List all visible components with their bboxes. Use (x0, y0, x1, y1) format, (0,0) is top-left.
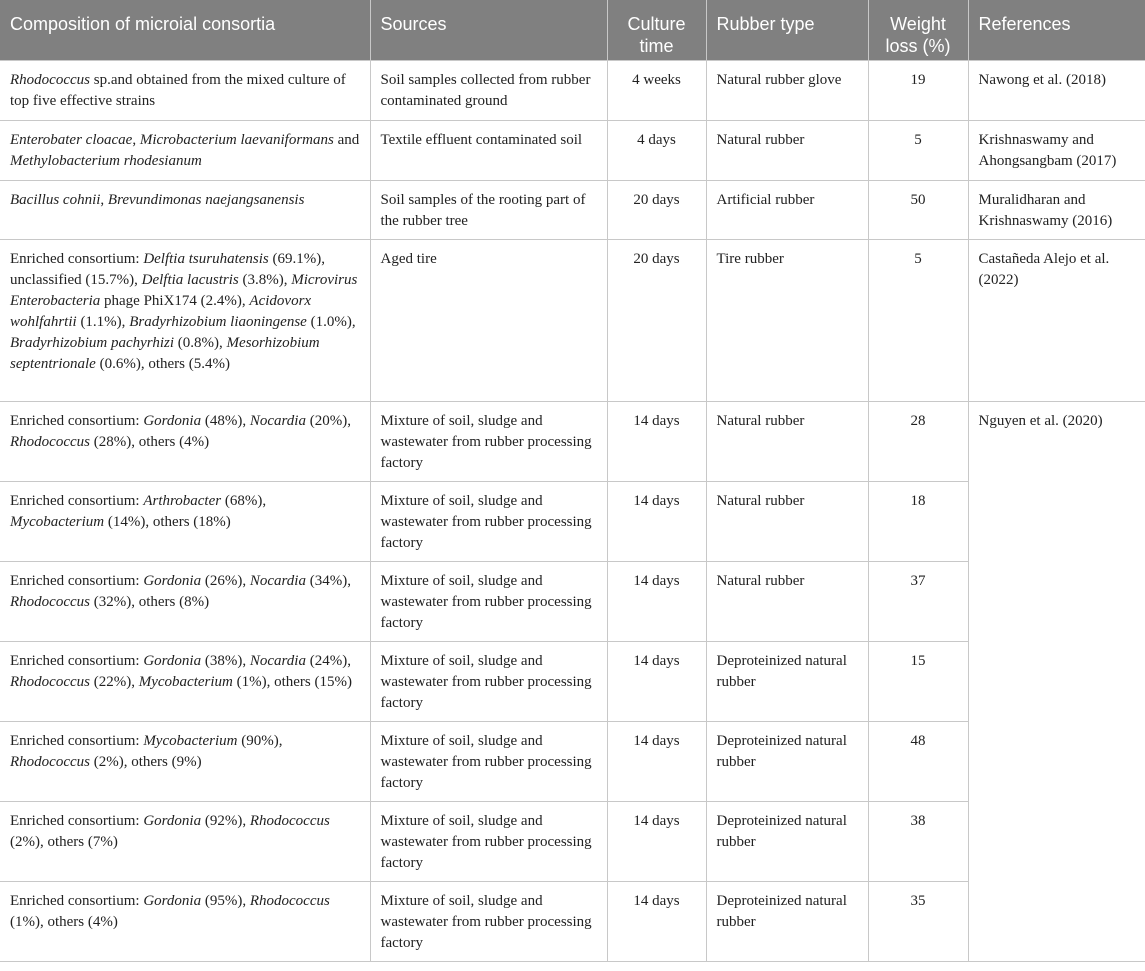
species-name: Microbacterium laevaniformans (139, 131, 334, 148)
composition-text: and (333, 131, 360, 148)
table-body (0, 60, 1145, 961)
cell-rubber-type: Artificial rubber (706, 180, 868, 239)
species-name: Gordonia (143, 652, 202, 669)
composition-text: (1.1%), (76, 313, 130, 330)
composition-text: (92%), (201, 812, 250, 829)
composition-text: (48%), (201, 412, 250, 429)
cell-weight-loss: 5 (868, 120, 968, 180)
table-row (0, 881, 1145, 961)
composition-text: (14%), others (18%) (104, 513, 231, 530)
composition-text: phage PhiX174 (2.4%), (100, 292, 250, 309)
composition-text: (1%), others (4%) (10, 913, 118, 930)
header-sources: Sources (370, 0, 607, 60)
cell-composition (0, 561, 370, 641)
cell-source: Mixture of soil, sludge and wastewater from rubber processing factory (370, 881, 607, 961)
table-row (0, 239, 1145, 401)
cell-source: Mixture of soil, sludge and wastewater from rubber processing factory (370, 401, 607, 481)
composition-text: (1.0%), (306, 313, 356, 330)
cell-source: Mixture of soil, sludge and wastewater from rubber processing factory (370, 561, 607, 641)
table-row (0, 481, 1145, 561)
composition-text: Enriched consortium: (10, 572, 144, 589)
cell-source: Aged tire (370, 239, 607, 401)
composition-text: Enriched consortium: (10, 412, 144, 429)
composition-text: (20%), (305, 412, 351, 429)
cell-composition (0, 481, 370, 561)
table-row (0, 120, 1145, 180)
composition-text: Enriched consortium: (10, 732, 144, 749)
cell-source: Mixture of soil, sludge and wastewater from rubber processing factory (370, 641, 607, 721)
cell-weight-loss: 18 (868, 481, 968, 561)
cell-composition (0, 641, 370, 721)
cell-reference: Castañeda Alejo et al. (2022) (968, 239, 1145, 401)
composition-text: (68%), (221, 492, 267, 509)
cell-source: Soil samples of the rooting part of the rubber tree (370, 180, 607, 239)
cell-weight-loss: 50 (868, 180, 968, 239)
cell-source: Mixture of soil, sludge and wastewater from rubber processing factory (370, 721, 607, 801)
cell-weight-loss: 5 (868, 239, 968, 401)
composition-text: , (100, 191, 108, 208)
cell-culture-time: 14 days (607, 481, 706, 561)
cell-weight-loss: 19 (868, 60, 968, 120)
species-name: Bacillus cohnii (10, 191, 101, 208)
cell-culture-time: 20 days (607, 180, 706, 239)
cell-composition (0, 401, 370, 481)
cell-reference (968, 881, 1145, 961)
cell-culture-time: 4 weeks (607, 60, 706, 120)
table-row (0, 721, 1145, 801)
composition-text: (24%), (305, 652, 351, 669)
cell-composition (0, 721, 370, 801)
cell-composition (0, 239, 370, 401)
species-name: Rhodococcus (10, 71, 90, 88)
species-name: Gordonia (143, 412, 202, 429)
cell-rubber-type: Deproteinized natural rubber (706, 801, 868, 881)
species-name: Arthrobacter (143, 492, 222, 509)
cell-weight-loss: 48 (868, 721, 968, 801)
cell-reference: Krishnaswamy and Ahongsangbam (2017) (968, 120, 1145, 180)
species-name: Mycobacterium (143, 732, 238, 749)
cell-culture-time: 14 days (607, 641, 706, 721)
species-name: Gordonia (143, 812, 202, 829)
cell-rubber-type: Tire rubber (706, 239, 868, 401)
cell-culture-time: 14 days (607, 881, 706, 961)
cell-source: Soil samples collected from rubber contaminated ground (370, 60, 607, 120)
cell-composition (0, 180, 370, 239)
cell-composition (0, 801, 370, 881)
cell-weight-loss: 35 (868, 881, 968, 961)
cell-source: Mixture of soil, sludge and wastewater from rubber processing factory (370, 801, 607, 881)
cell-reference: Nguyen et al. (2020) (968, 401, 1145, 481)
cell-rubber-type: Deproteinized natural rubber (706, 721, 868, 801)
header-composition: Composition of microial consortia (0, 0, 370, 60)
composition-text: Enriched consortium: (10, 250, 144, 267)
header-culture-time: Culture time (607, 0, 706, 60)
composition-text: (1%), others (15%) (232, 673, 353, 690)
cell-reference: Muralidharan and Krishnaswamy (2016) (968, 180, 1145, 239)
header-rubber-type: Rubber type (706, 0, 868, 60)
table-row (0, 60, 1145, 120)
table-row (0, 801, 1145, 881)
composition-text: Enriched consortium: (10, 892, 144, 909)
cell-culture-time: 14 days (607, 561, 706, 641)
table-row (0, 180, 1145, 239)
cell-rubber-type: Natural rubber glove (706, 60, 868, 120)
cell-rubber-type: Deproteinized natural rubber (706, 881, 868, 961)
header-references: References (968, 0, 1145, 60)
cell-reference (968, 481, 1145, 561)
composition-text: sp.and obtained from the mixed culture of top five effective strains (10, 71, 346, 109)
table-row (0, 641, 1145, 721)
cell-composition (0, 60, 370, 120)
species-name: Gordonia (143, 572, 202, 589)
cell-reference (968, 641, 1145, 721)
species-name: Bradyrhizobium pachyrhizi (10, 334, 175, 351)
species-name: Gordonia (143, 892, 202, 909)
cell-source: Mixture of soil, sludge and wastewater from rubber processing factory (370, 481, 607, 561)
species-name: Mesorhizobium septentrionale (10, 334, 320, 372)
species-name: Nocardia (249, 412, 306, 429)
cell-culture-time: 4 days (607, 120, 706, 180)
composition-text: (2%), others (9%) (89, 753, 202, 770)
composition-text: (95%), (201, 892, 250, 909)
species-name: Rhodococcus (249, 892, 330, 909)
cell-rubber-type: Natural rubber (706, 120, 868, 180)
composition-text: , (132, 131, 140, 148)
species-name: Rhodococcus (10, 753, 90, 770)
species-name: Rhodococcus (10, 433, 90, 450)
cell-composition (0, 881, 370, 961)
cell-reference (968, 561, 1145, 641)
species-name: Nocardia (249, 652, 306, 669)
species-name: Enterobater cloacae (10, 131, 133, 148)
species-name: Methylobacterium rhodesianum (10, 152, 202, 169)
species-name: Mycobacterium (10, 513, 105, 530)
species-name: Mycobacterium (138, 673, 233, 690)
composition-text: (34%), (305, 572, 351, 589)
composition-text: (26%), (201, 572, 250, 589)
cell-weight-loss: 28 (868, 401, 968, 481)
composition-text: (22%), (89, 673, 139, 690)
composition-text: (2%), others (7%) (10, 833, 118, 850)
cell-rubber-type: Natural rubber (706, 561, 868, 641)
composition-text: (90%), (237, 732, 283, 749)
composition-text: (28%), others (4%) (89, 433, 210, 450)
cell-source: Textile effluent contaminated soil (370, 120, 607, 180)
species-name: Bradyrhizobium liaoningense (129, 313, 307, 330)
cell-culture-time: 14 days (607, 801, 706, 881)
header-row (0, 0, 1145, 60)
species-name: Microvirus Enterobacteria (10, 271, 358, 309)
cell-weight-loss: 15 (868, 641, 968, 721)
cell-culture-time: 14 days (607, 721, 706, 801)
species-name: Rhodococcus (10, 673, 90, 690)
table-row (0, 561, 1145, 641)
species-name: Delftia lacustris (141, 271, 239, 288)
species-name: Delftia tsuruhatensis (143, 250, 269, 267)
composition-text: Enriched consortium: (10, 812, 144, 829)
composition-text: (3.8%), (238, 271, 292, 288)
composition-text: (69.1%), unclassified (15.7%), (10, 250, 325, 288)
composition-text: (32%), others (8%) (89, 593, 210, 610)
cell-reference (968, 721, 1145, 801)
cell-rubber-type: Natural rubber (706, 401, 868, 481)
composition-text: (0.6%), others (5.4%) (95, 355, 230, 372)
cell-weight-loss: 38 (868, 801, 968, 881)
cell-reference: Nawong et al. (2018) (968, 60, 1145, 120)
cell-rubber-type: Natural rubber (706, 481, 868, 561)
cell-culture-time: 14 days (607, 401, 706, 481)
table-row (0, 401, 1145, 481)
composition-text: (0.8%), (174, 334, 227, 351)
composition-text: Enriched consortium: (10, 492, 144, 509)
cell-weight-loss: 37 (868, 561, 968, 641)
cell-reference (968, 801, 1145, 881)
cell-rubber-type: Deproteinized natural rubber (706, 641, 868, 721)
species-name: Rhodococcus (249, 812, 330, 829)
species-name: Brevundimonas naejangsanensis (107, 191, 305, 208)
cell-culture-time: 20 days (607, 239, 706, 401)
composition-text: Enriched consortium: (10, 652, 144, 669)
species-name: Nocardia (249, 572, 306, 589)
composition-text: (38%), (201, 652, 250, 669)
header-weight-loss: Weight loss (%) (868, 0, 968, 60)
cell-composition (0, 120, 370, 180)
species-name: Rhodococcus (10, 593, 90, 610)
species-name: Acidovorx wohlfahrtii (10, 292, 312, 330)
